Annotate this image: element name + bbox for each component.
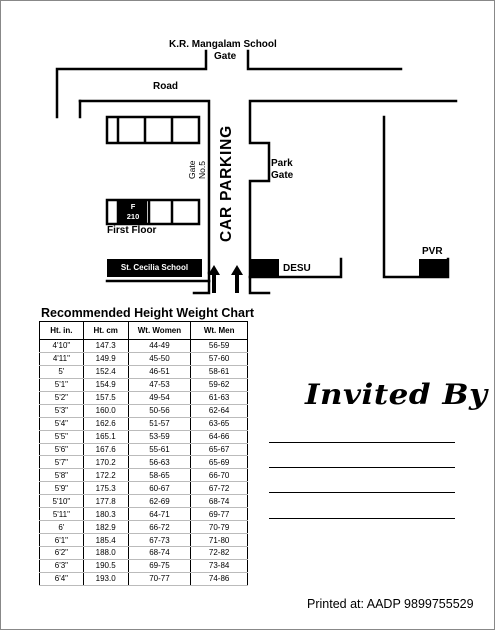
cell-ht-cm: 170.2 [83,456,128,469]
cell-wt-women: 44-49 [128,340,191,353]
cell-ht-cm: 167.6 [83,443,128,456]
cell-wt-women: 51-57 [128,417,191,430]
school-gate-label: Gate [214,51,237,62]
cell-ht-cm: 190.5 [83,559,128,572]
first-floor-label: First Floor [107,225,157,236]
cell-ht-in: 6'1" [40,534,84,547]
header-wt-men: Wt. Men [191,322,248,340]
cell-wt-men: 63-65 [191,417,248,430]
cell-ht-in: 4'10" [40,340,84,353]
pvr-block [419,259,448,276]
cell-wt-women: 49-54 [128,391,191,404]
table-row [40,559,248,572]
cell-wt-men: 62-64 [191,404,248,417]
cell-wt-women: 62-69 [128,495,191,508]
desu-block [251,259,279,276]
cell-ht-cm: 188.0 [83,547,128,560]
flat-line2: 210 [126,212,140,221]
cell-wt-women: 53-59 [128,430,191,443]
table-row [40,365,248,378]
cell-ht-cm: 175.3 [83,482,128,495]
st-cecilia-label: St. Cecilia School [120,263,189,272]
cell-wt-women: 58-65 [128,469,191,482]
cell-wt-women: 56-63 [128,456,191,469]
road-edge-top-right [248,51,401,69]
cell-wt-women: 68-74 [128,547,191,560]
cell-ht-cm: 193.0 [83,572,128,585]
chart-title: Recommended Height Weight Chart [41,306,254,320]
table-row [40,547,248,560]
cell-wt-men: 64-66 [191,430,248,443]
cell-ht-cm: 149.9 [83,352,128,365]
cell-ht-in: 6'2" [40,547,84,560]
cell-ht-cm: 185.4 [83,534,128,547]
cell-ht-cm: 162.6 [83,417,128,430]
road-edge-entry-3 [194,281,209,293]
invited-by-heading: Invited By [305,379,488,412]
gate-no5-label [187,161,207,179]
table-row [40,443,248,456]
table-row [40,469,248,482]
cell-wt-women: 69-75 [128,559,191,572]
cell-wt-men: 67-72 [191,482,248,495]
cell-ht-cm: 177.8 [83,495,128,508]
cell-wt-men: 73-84 [191,559,248,572]
cell-ht-cm: 154.9 [83,378,128,391]
table-row [40,391,248,404]
cell-wt-men: 70-79 [191,521,248,534]
cell-wt-women: 45-50 [128,352,191,365]
signature-line-4 [269,518,455,519]
cell-wt-men: 59-62 [191,378,248,391]
cell-ht-cm: 182.9 [83,521,128,534]
cell-ht-in: 5'10" [40,495,84,508]
table-row [40,340,248,353]
cell-wt-women: 50-56 [128,404,191,417]
table-row [40,456,248,469]
park-gate-line2: Gate [271,170,294,181]
park-gate-label [271,158,293,182]
cell-wt-men: 58-61 [191,365,248,378]
cell-ht-in: 5'5" [40,430,84,443]
table-row [40,378,248,391]
table-row [40,404,248,417]
header-ht-cm: Ht. cm [83,322,128,340]
cell-wt-men: 61-63 [191,391,248,404]
flat-line1: F [130,202,136,211]
cell-wt-women: 60-67 [128,482,191,495]
road-edge-entry-2 [250,277,269,293]
cell-wt-women: 64-71 [128,508,191,521]
printer-credit: Printed at: AADP 9899755529 [307,597,474,611]
table-row [40,508,248,521]
cell-wt-men: 71-80 [191,534,248,547]
cell-wt-women: 47-53 [128,378,191,391]
table-row [40,482,248,495]
cell-wt-men: 65-69 [191,456,248,469]
cell-ht-in: 5'9" [40,482,84,495]
cell-wt-men: 66-70 [191,469,248,482]
table-row [40,521,248,534]
cell-wt-men: 74-86 [191,572,248,585]
cell-wt-women: 70-77 [128,572,191,585]
cell-ht-cm: 152.4 [83,365,128,378]
table-row [40,495,248,508]
flat-f210-label [119,202,147,222]
height-weight-table [39,321,248,586]
table-row [40,417,248,430]
cell-ht-in: 6'3" [40,559,84,572]
cell-ht-in: 5'7" [40,456,84,469]
table-row [40,534,248,547]
cell-wt-men: 72-82 [191,547,248,560]
road-label: Road [153,81,178,92]
table-row [40,352,248,365]
cell-ht-cm: 172.2 [83,469,128,482]
cell-wt-men: 57-60 [191,352,248,365]
cell-ht-in: 5' [40,365,84,378]
cell-wt-women: 67-73 [128,534,191,547]
cell-ht-cm: 180.3 [83,508,128,521]
table-row [40,572,248,585]
entry-arrow-right-icon [231,265,243,293]
cell-ht-in: 5'3" [40,404,84,417]
building-grid-upper [107,117,199,143]
cell-ht-in: 5'11" [40,508,84,521]
cell-ht-in: 5'1" [40,378,84,391]
cell-wt-men: 68-74 [191,495,248,508]
cell-ht-in: 6' [40,521,84,534]
cell-ht-cm: 160.0 [83,404,128,417]
gate-no5-line2: No.5 [197,161,207,179]
car-parking-label: CAR PARKING [218,124,235,242]
cell-ht-in: 5'8" [40,469,84,482]
cell-ht-cm: 147.3 [83,340,128,353]
cell-ht-in: 5'6" [40,443,84,456]
cell-wt-women: 46-51 [128,365,191,378]
cell-ht-cm: 157.5 [83,391,128,404]
table-row [40,430,248,443]
header-ht-in: Ht. in. [40,322,84,340]
header-wt-women: Wt. Women [128,322,191,340]
cell-wt-men: 69-77 [191,508,248,521]
cell-ht-cm: 165.1 [83,430,128,443]
cell-wt-men: 56-59 [191,340,248,353]
pvr-label: PVR [422,246,443,257]
school-name-label: K.R. Mangalam School [169,39,277,50]
signature-line-1 [269,442,455,443]
cell-ht-in: 5'4" [40,417,84,430]
signature-line-2 [269,467,455,468]
cell-wt-women: 66-72 [128,521,191,534]
gate-no5-line1: Gate [187,160,197,179]
table-header-row [40,322,248,340]
cell-ht-in: 6'4" [40,572,84,585]
park-gate-line1: Park [271,158,293,169]
table-body [40,340,248,586]
cell-ht-in: 5'2" [40,391,84,404]
desu-label: DESU [283,263,311,274]
signature-line-3 [269,492,455,493]
cell-ht-in: 4'11" [40,352,84,365]
cell-wt-women: 55-61 [128,443,191,456]
cell-wt-men: 65-67 [191,443,248,456]
